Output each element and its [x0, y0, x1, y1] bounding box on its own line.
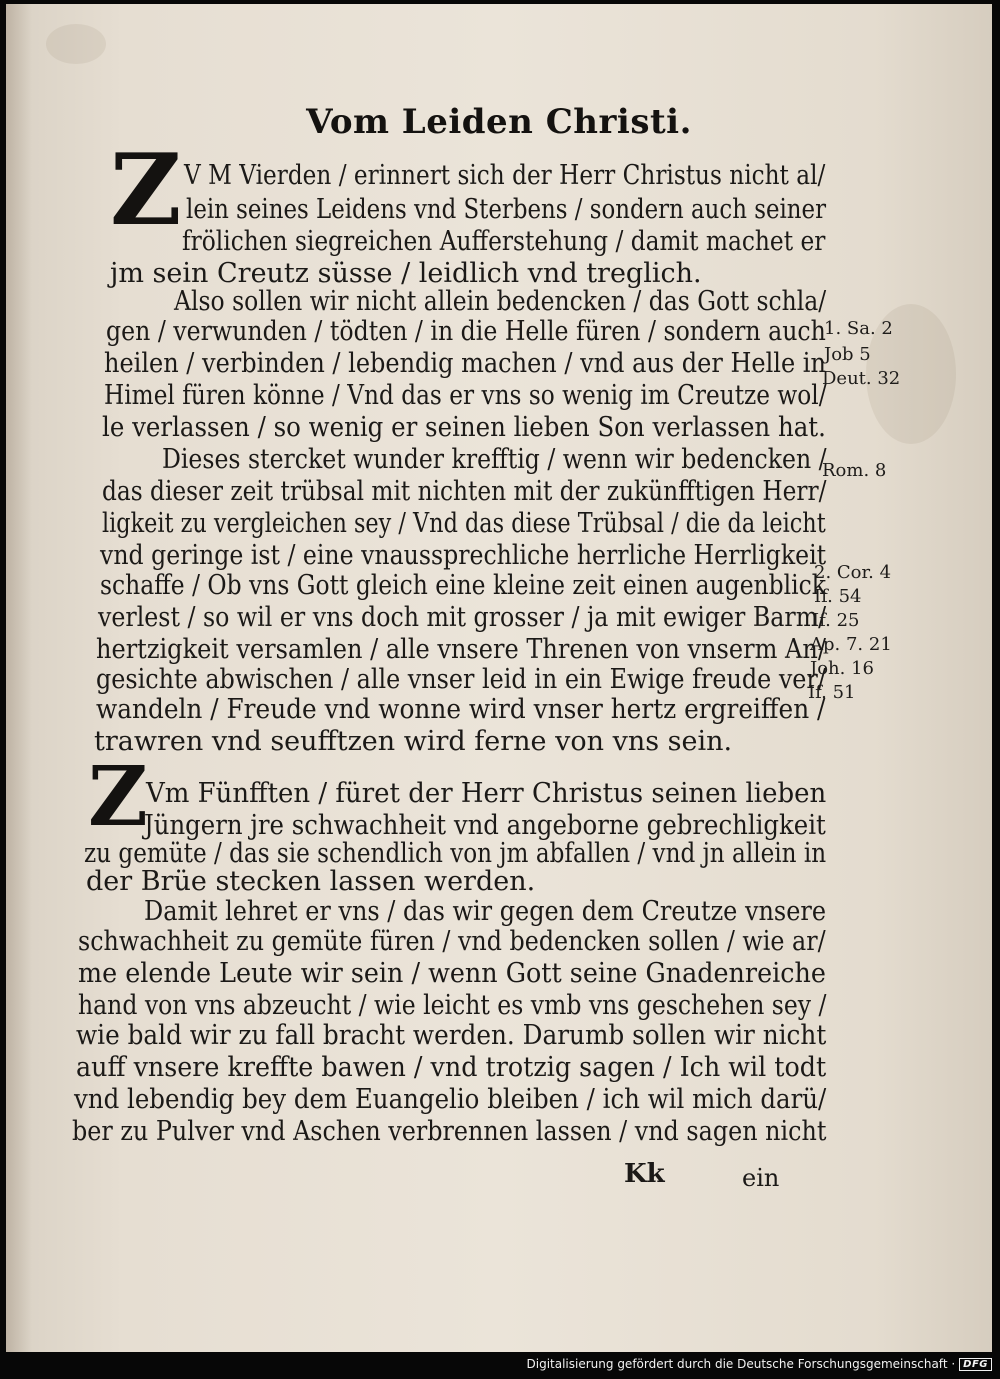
text-line: vnd geringe ist / eine vnaussprechliche herrliche Herrligkeit [100, 540, 827, 571]
text-line: Damit lehret er vns / das wir gegen dem Creutze vnsere [144, 896, 827, 927]
text-line: wandeln / Freude vnd wonne wird vnser hertz ergreiffen / [96, 694, 826, 725]
margin-note: 1. Sa. 2 [824, 318, 893, 339]
text-line: der Brüe stecken lassen werden. [86, 866, 536, 897]
text-line: gen / verwunden / tödten / in die Helle füren / sondern auch [106, 316, 826, 347]
text-line: ber zu Pulver vnd Aschen verbrennen lassen / vnd sagen nicht [72, 1116, 827, 1147]
margin-note: Deut. 32 [822, 368, 901, 389]
text-line: Dieses stercket wunder krefftig / wenn wir bedencken / [162, 444, 827, 475]
page-title: Vom Leiden Christi. [306, 102, 692, 142]
drop-capital: Z [110, 133, 182, 248]
credit-text: Digitalisierung gefördert durch die Deutsche Forschungsgemeinschaft · [526, 1357, 956, 1371]
text-line: V M Vierden / erinnert sich der Herr Christus nicht al/ [184, 160, 826, 191]
margin-note: If. 51 [808, 682, 856, 703]
text-line: me elende Leute wir sein / wenn Gott seine Gnadenreiche [78, 958, 826, 989]
text-line: heilen / verbinden / lebendig machen / vnd aus der Helle in [104, 348, 826, 379]
margin-note: Joh. 16 [810, 658, 874, 679]
text-line: vnd lebendig bey dem Euangelio bleiben / ich wil mich darü/ [74, 1084, 827, 1115]
text-line: auff vnsere kreffte bawen / vnd trotzig sagen / Ich wil todt [76, 1052, 827, 1083]
margin-note: Job 5 [824, 344, 871, 365]
text-line: Himel füren könne / Vnd das er vns so wenig im Creutze wol/ [104, 380, 827, 411]
text-line: schaffe / Ob vns Gott gleich eine kleine zeit einen augenblick [100, 570, 826, 601]
text-line: wie bald wir zu fall bracht werden. Darumb sollen wir nicht [76, 1020, 827, 1051]
text-line: frölichen siegreichen Aufferstehung / damit machet er [182, 226, 826, 257]
dfg-logo-icon: DFG [959, 1358, 992, 1371]
digitization-credit [527, 1357, 992, 1371]
text-line: le verlassen / so wenig er seinen lieben Son verlassen hat. [102, 412, 826, 443]
paper-stain [46, 24, 106, 64]
text-line: gesichte abwischen / alle vnser leid in ein Ewige freude ver/ [96, 664, 826, 695]
text-line: schwachheit zu gemüte füren / vnd bedencken sollen / wie ar/ [78, 926, 826, 957]
margin-note: If. 25 [812, 610, 860, 631]
text-line: ligkeit zu vergleichen sey / Vnd das diese Trübsal / die da leicht [102, 508, 826, 539]
text-line: hand von vns abzeucht / wie leicht es vmb vns geschehen sey / [78, 990, 827, 1021]
drop-capital: Z [88, 749, 148, 845]
margin-note: 2. Cor. 4 [814, 562, 892, 583]
margin-note: Rom. 8 [822, 460, 887, 481]
text-line: trawren vnd seufftzen wird ferne von vns sein. [94, 726, 733, 757]
text-line: zu gemüte / das sie schendlich von jm abfallen / vnd jn allein in [84, 838, 827, 869]
book-page [6, 4, 992, 1352]
text-line: Jüngern jre schwachheit vnd angeborne gebrechligkeit [144, 810, 826, 841]
signature-mark: Kk [624, 1159, 665, 1189]
text-line: Vm Fünfften / füret der Herr Christus seinen lieben [146, 778, 827, 809]
catchword: ein [742, 1164, 780, 1192]
text-line: das dieser zeit trübsal mit nichten mit der zukünfftigen Herr/ [102, 476, 827, 507]
text-line: verlest / so wil er vns doch mit grosser / ja mit ewiger Barm/ [98, 602, 827, 633]
margin-note: If. 54 [814, 586, 862, 607]
text-line: lein seines Leidens vnd Sterbens / sondern auch seiner [186, 194, 827, 225]
margin-note: Ap. 7. 21 [810, 634, 892, 655]
text-line: Also sollen wir nicht allein bedencken / das Gott schla/ [174, 286, 827, 317]
text-line: hertzigkeit versamlen / alle vnsere Threnen von vnserm An/ [96, 634, 826, 665]
text-line: jm sein Creutz süsse / leidlich vnd treglich. [110, 258, 702, 289]
